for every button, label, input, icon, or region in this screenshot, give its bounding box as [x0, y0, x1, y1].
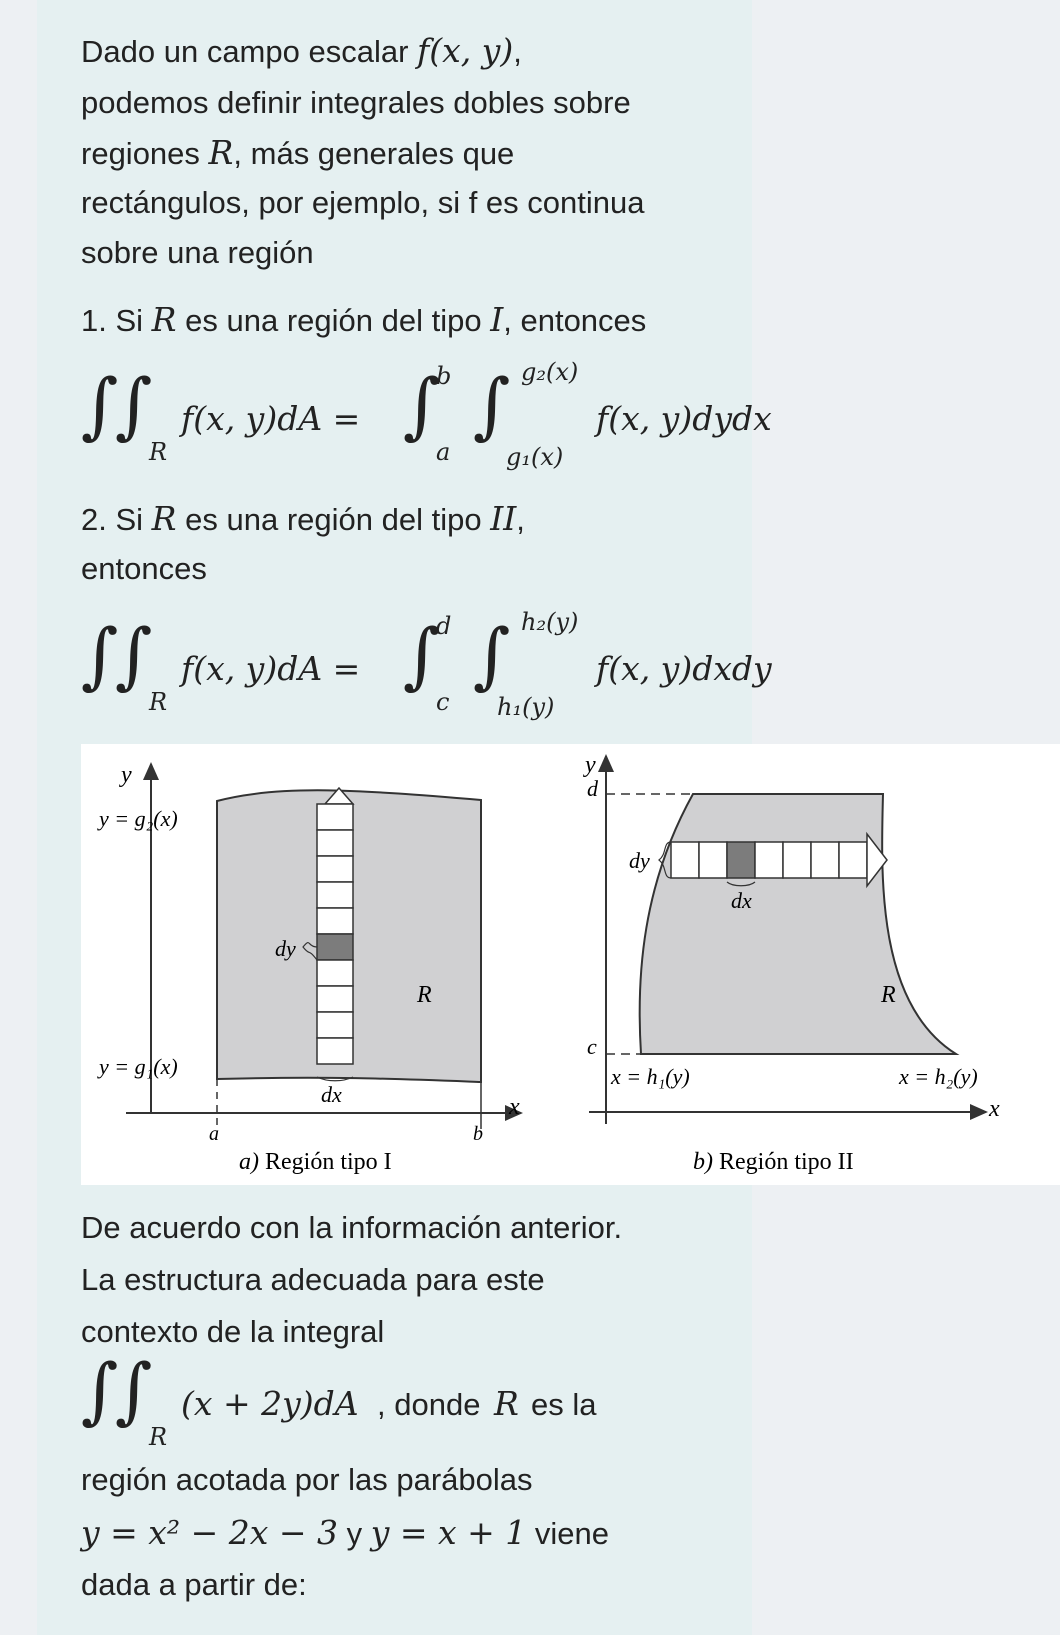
tick-d-label: d	[587, 776, 598, 801]
dx-label: dx	[731, 888, 752, 913]
intro-line-1	[81, 26, 522, 77]
equation-type-2-svg	[81, 610, 841, 730]
equation-type-2	[81, 610, 841, 730]
horizontal-strip	[671, 834, 887, 886]
caption-text: Región tipo II	[719, 1149, 854, 1175]
rhs-body: f(x, y)dxdy	[596, 649, 772, 688]
question-integral-svg	[81, 1340, 841, 1450]
lhs-body: f(x, y)dA =	[181, 649, 361, 688]
item-text: es una región del tipo	[185, 303, 482, 338]
inner-upper-limit: g₂(x)	[521, 358, 579, 386]
panel-type-1	[97, 762, 521, 1175]
integral-sign: ∫	[473, 363, 511, 447]
scalar-field-math: f(x, y)	[417, 31, 514, 70]
region-math: R	[494, 1384, 519, 1423]
question-integral	[81, 1340, 841, 1450]
integral-sign: ∫	[403, 363, 441, 447]
intro-line-2: podemos definir integrales dobles sobre	[81, 85, 631, 120]
intro-line-5: sobre una región	[81, 235, 314, 270]
integral-sign: ∫	[115, 613, 153, 697]
inner-upper-limit: h₂(y)	[521, 608, 579, 636]
tick-b-label: b	[473, 1123, 483, 1145]
region-figure	[81, 744, 1060, 1185]
viene-text: viene	[534, 1516, 609, 1551]
integrand: (x + 2y)dA	[181, 1384, 359, 1423]
region-type-2-shape	[640, 794, 956, 1054]
equation-type-1	[81, 360, 841, 480]
tick-a-label: a	[209, 1123, 219, 1145]
left-curve-label: x = h₁(y)	[611, 1064, 690, 1089]
lhs-subscript: R	[149, 438, 168, 466]
item-2-line-2: entonces	[81, 551, 207, 586]
region-math: R	[151, 300, 177, 339]
y-axis-label: y	[585, 752, 596, 778]
item-text: ,	[516, 502, 525, 537]
outer-upper-limit: d	[436, 612, 452, 640]
region-math: R	[151, 499, 177, 538]
intro-comma: ,	[513, 34, 522, 69]
rhs-body: f(x, y)dydx	[596, 399, 772, 438]
lhs-subscript: R	[149, 688, 168, 716]
x-axis-label: x	[509, 1094, 520, 1120]
question-line-2: La estructura adecuada para este	[81, 1262, 545, 1297]
region-math: R	[208, 133, 234, 172]
outer-upper-limit: b	[436, 362, 452, 390]
caption-type-1	[239, 1149, 392, 1175]
outer-lower-limit: a	[436, 438, 451, 466]
dy-label: dy	[275, 936, 296, 961]
region-label: R	[881, 982, 896, 1008]
item-text: es una región del tipo	[185, 502, 482, 537]
dy-label: dy	[629, 848, 650, 873]
integral-sign: ∫	[403, 613, 441, 697]
item-2	[81, 494, 525, 545]
type-math: II	[490, 499, 517, 538]
y-axis-label: y	[121, 762, 132, 788]
type-math: I	[490, 300, 504, 339]
question-line-7: dada a partir de:	[81, 1567, 307, 1602]
intro-line-4: rectángulos, por ejemplo, si f es continua	[81, 185, 645, 220]
question-line-5: región acotada por las parábolas	[81, 1462, 533, 1497]
question-line-3: contexto de la integral	[81, 1314, 385, 1349]
question-line-1: De acuerdo con la información anterior.	[81, 1210, 623, 1245]
item-1	[81, 295, 646, 346]
dx-label: dx	[321, 1082, 342, 1107]
donde-text: , donde	[377, 1387, 481, 1422]
integral-sign: ∫	[115, 363, 153, 447]
intro-text: Dado un campo escalar	[81, 34, 409, 69]
lower-curve-label: y = g₁(x)	[99, 1054, 178, 1079]
lhs-body: f(x, y)dA =	[181, 399, 361, 438]
integral-sign: ∫	[473, 613, 511, 697]
region-figure-svg	[81, 744, 1060, 1185]
panel-type-2	[583, 752, 1000, 1175]
parabola-1-math: y = x² − 2x − 3	[81, 1513, 338, 1552]
intro-text: , más generales que	[233, 136, 515, 171]
integral-sign: ∫	[81, 613, 119, 697]
intro-line-3	[81, 128, 514, 179]
inner-lower-limit: h₁(y)	[497, 693, 555, 721]
and-text: y	[346, 1516, 363, 1551]
region-label: R	[417, 982, 432, 1008]
right-curve-label: x = h₂(y)	[899, 1064, 978, 1089]
integral-sign: ∫	[81, 1348, 119, 1432]
caption-letter: a)	[239, 1149, 259, 1175]
item-text: 2. Si	[81, 502, 144, 537]
vertical-strip	[317, 788, 353, 1064]
upper-curve-label: y = g₂(x)	[99, 806, 178, 831]
item-text: , entonces	[503, 303, 647, 338]
tick-c-label: c	[587, 1034, 597, 1059]
integral-sign: ∫	[115, 1348, 153, 1432]
caption-type-2	[693, 1149, 854, 1175]
x-axis-label: x	[989, 1096, 1000, 1122]
question-line-6	[81, 1508, 609, 1559]
caption-letter: b)	[693, 1149, 713, 1175]
caption-text: Región tipo I	[265, 1149, 392, 1175]
item-text: 1. Si	[81, 303, 144, 338]
es-la-text: es la	[531, 1387, 597, 1422]
inner-lower-limit: g₁(x)	[506, 443, 564, 471]
outer-lower-limit: c	[436, 688, 450, 716]
line-2-math: y = x + 1	[370, 1513, 527, 1552]
intro-text: regiones	[81, 136, 200, 171]
integral-sign: ∫	[81, 363, 119, 447]
integral-subscript: R	[149, 1423, 168, 1451]
equation-type-1-svg	[81, 360, 841, 480]
